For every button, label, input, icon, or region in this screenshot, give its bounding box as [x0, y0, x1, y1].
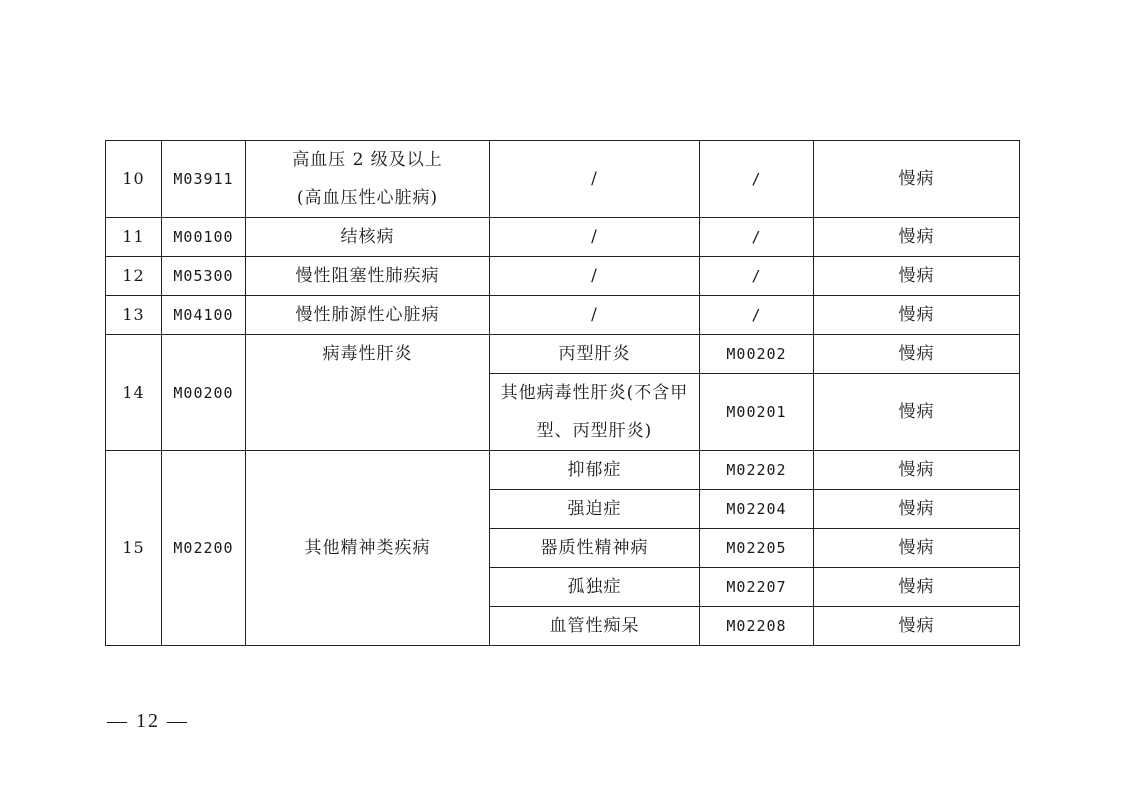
disease-category: 慢病: [814, 490, 1020, 529]
sub-disease-code: /: [700, 218, 814, 257]
disease-name: 结核病: [246, 218, 490, 257]
disease-category: 慢病: [814, 218, 1020, 257]
table-row: [106, 335, 1020, 374]
sub-disease-name: 血管性痴呆: [490, 607, 700, 646]
sub-disease-code: /: [700, 296, 814, 335]
disease-category: 慢病: [814, 529, 1020, 568]
sub-disease-name: 抑郁症: [490, 451, 700, 490]
sub-disease-code: M02205: [700, 529, 814, 568]
row-index: 14: [106, 335, 162, 451]
sub-disease-name-line: 型、丙型肝炎): [536, 421, 653, 441]
row-index: 12: [106, 257, 162, 296]
page-number: — 12 —: [107, 710, 189, 732]
disease-code: M00100: [162, 218, 246, 257]
table-row: [106, 296, 1020, 335]
table-row: [106, 218, 1020, 257]
disease-table: [105, 140, 1020, 646]
disease-code: M05300: [162, 257, 246, 296]
disease-category: 慢病: [814, 296, 1020, 335]
sub-disease-code: /: [700, 257, 814, 296]
disease-category: 慢病: [814, 257, 1020, 296]
sub-disease-name: /: [490, 218, 700, 257]
sub-disease-name: 孤独症: [490, 568, 700, 607]
sub-disease-code: M02202: [700, 451, 814, 490]
table-row: [106, 257, 1020, 296]
disease-category: 慢病: [814, 451, 1020, 490]
disease-name: 其他精神类疾病: [246, 451, 490, 646]
disease-name-line: 高血压 2 级及以上: [292, 150, 443, 170]
disease-category: 慢病: [814, 335, 1020, 374]
sub-disease-code: M00201: [700, 374, 814, 451]
table-row: [106, 451, 1020, 490]
table-row: [106, 141, 1020, 218]
disease-code: M03911: [162, 141, 246, 218]
sub-disease-code: M02204: [700, 490, 814, 529]
disease-name: 慢性肺源性心脏病: [246, 296, 490, 335]
disease-category: 慢病: [814, 374, 1020, 451]
disease-category: 慢病: [814, 607, 1020, 646]
sub-disease-code: /: [700, 141, 814, 218]
row-index: 10: [106, 141, 162, 218]
disease-code: M00200: [162, 335, 246, 451]
row-index: 11: [106, 218, 162, 257]
row-index: 13: [106, 296, 162, 335]
disease-name: 慢性阻塞性肺疾病: [246, 257, 490, 296]
disease-category: 慢病: [814, 141, 1020, 218]
row-index: 15: [106, 451, 162, 646]
sub-disease-name: /: [490, 296, 700, 335]
sub-disease-name: 丙型肝炎: [490, 335, 700, 374]
sub-disease-name: /: [490, 257, 700, 296]
sub-disease-name-line: 其他病毒性肝炎(不含甲: [500, 383, 689, 403]
sub-disease-code: M02208: [700, 607, 814, 646]
sub-disease-name: 强迫症: [490, 490, 700, 529]
sub-disease-name: [490, 374, 700, 451]
disease-name-line: (高血压性心脏病): [296, 188, 439, 208]
disease-code: M04100: [162, 296, 246, 335]
disease-name: 病毒性肝炎: [246, 335, 490, 451]
sub-disease-name: 器质性精神病: [490, 529, 700, 568]
disease-code: M02200: [162, 451, 246, 646]
sub-disease-code: M02207: [700, 568, 814, 607]
sub-disease-name: /: [490, 141, 700, 218]
sub-disease-code: M00202: [700, 335, 814, 374]
disease-name: [246, 141, 490, 218]
disease-category: 慢病: [814, 568, 1020, 607]
